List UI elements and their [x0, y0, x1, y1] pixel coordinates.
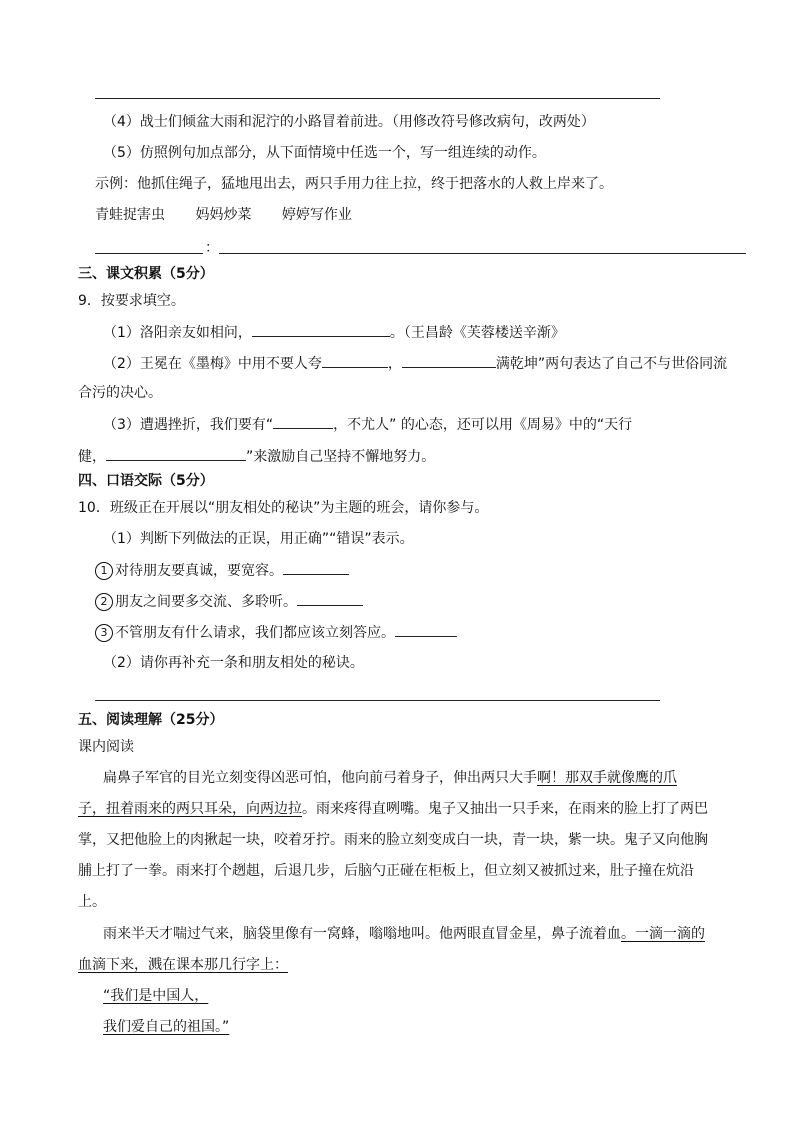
passage-line — [103, 924, 705, 944]
colon: ： — [205, 240, 219, 256]
passage-line: 上。 — [78, 894, 106, 910]
q9-title: 9．按要求填空。 — [78, 293, 185, 309]
blank-field[interactable] — [297, 591, 363, 606]
circled-number-2: 2 — [95, 593, 113, 611]
passage-line: 脯上打了一拳。雨来打个趔趄，后退几步，后脑勺正碰在柜板上，但立刻又被抓过来，肚子撞在炕沿 — [78, 863, 694, 879]
passage-text: 。雨来疼得直咧嘴。鬼子又抽出一只手来，在雨来的脸上打了两巴 — [302, 801, 708, 817]
q9-item3-cont — [78, 446, 435, 467]
option-tingting: 婷婷写作业 — [281, 207, 352, 223]
q9-item2-comma: ， — [387, 356, 402, 372]
passage-line — [103, 768, 677, 788]
judgement-2 — [95, 591, 363, 612]
passage-quote: “我们是中国人， — [103, 988, 209, 1004]
blank-field[interactable] — [395, 622, 457, 637]
q8-item4: （4）战士们倾盆大雨和泥泞的小路冒着前进。（用修改符号修改病句，改两处） — [103, 114, 595, 130]
q9-item3 — [103, 414, 632, 435]
section5-heading: 五、阅读理解（25分） — [78, 712, 224, 728]
blank-field[interactable] — [283, 560, 349, 575]
q8-item5: （5）仿照例句加点部分，从下面情境中任选一个，写一组连续的动作。 — [103, 145, 546, 161]
q9-item3-cont-end: ”来激励自己坚持不懈地努力。 — [246, 449, 436, 465]
passage-underlined: 子，扭着雨来的两只耳朵，向两边拉 — [78, 801, 302, 817]
option-frog: 青蛙捉害虫 — [95, 207, 165, 223]
blank-field[interactable] — [402, 353, 496, 368]
answer-line[interactable] — [95, 700, 660, 701]
q9-item2 — [103, 353, 727, 374]
passage-line: 掌，又把他脸上的肉揪起一块，咬着牙拧。雨来的脸立刻变成白一块，青一块，紫一块。鬼子又向他胸 — [78, 832, 708, 848]
q9-item3-cont-text: 健， — [78, 449, 106, 465]
q8-example: 示例：他抓住绳子，猛地甩出去，两只手用力往上拉，终于把落水的人救上岸来了。 — [95, 176, 613, 192]
q8-options — [95, 205, 352, 225]
passage-text: 雨来半天才喘过气来，脑袋里像有一窝蜂，嗡嗡地叫。他两眼直冒金星，鼻子流着血 — [103, 926, 621, 942]
circled-number-3: 3 — [95, 624, 113, 642]
passage-text: 扁鼻子军官的目光立刻变得凶恶可怕，他向前弓着身子，伸出两只大手 — [103, 770, 537, 786]
blank-field[interactable] — [273, 414, 333, 429]
passage-line — [78, 799, 708, 819]
q9-item2-text: （2）王冕在《墨梅》中用不要人夸 — [103, 356, 322, 372]
q10-item1: （1）判断下列做法的正误，用正确”“错误”表示。 — [103, 531, 414, 547]
judgement-3 — [95, 622, 457, 643]
answer-line[interactable] — [95, 98, 660, 99]
circled-number-1: 1 — [95, 562, 113, 580]
answer-line-long[interactable] — [219, 253, 746, 254]
passage-quote: 我们爱自己的祖国。” — [103, 1019, 230, 1035]
q9-item3-text: （3）遭遇挫折，我们要有“ — [103, 417, 274, 433]
blank-field[interactable] — [322, 353, 388, 368]
q9-item1-text: （1）洛阳亲友如相问， — [103, 325, 252, 341]
judgement-text: 对待朋友要真诚，要宽容。 — [115, 563, 283, 579]
blank-field[interactable] — [106, 446, 246, 461]
section3-heading: 三、课文积累（5分） — [78, 266, 214, 282]
blank-field[interactable] — [252, 322, 390, 337]
section5-subheading: 课内阅读 — [78, 739, 134, 755]
q10-title: 10．班级正在开展以“朋友相处的秘诀”为主题的班会，请你参与。 — [78, 500, 489, 516]
passage-line: 血滴下来，溅在课本那几行字上： — [78, 957, 288, 973]
q9-item3-text-end: ，不尤人” 的心态，还可以用《周易》中的“天行 — [333, 417, 633, 433]
judgement-text: 朋友之间要多交流、多聆听。 — [115, 594, 297, 610]
passage-underlined: 。一滴一滴的 — [621, 926, 705, 942]
q9-item1 — [103, 322, 565, 343]
q10-item2: （2）请你再补充一条和朋友相处的秘诀。 — [103, 655, 364, 671]
q9-item2-cont: 合污的决心。 — [78, 385, 162, 401]
section4-heading: 四、口语交际（5分） — [78, 473, 214, 489]
option-mom: 妈妈炒菜 — [195, 207, 252, 223]
passage-underlined: 啊！那双手就像鹰的爪 — [537, 770, 677, 786]
judgement-1 — [95, 560, 349, 581]
judgement-text: 不管朋友有什么请求，我们都应该立刻答应。 — [115, 625, 395, 641]
q9-item2-text-end: 满乾坤”两句表达了自己不与世俗同流 — [495, 356, 728, 372]
q9-item1-source: 。（王昌龄《芙蓉楼送辛渐》 — [389, 325, 565, 341]
answer-line-short[interactable] — [95, 253, 203, 254]
